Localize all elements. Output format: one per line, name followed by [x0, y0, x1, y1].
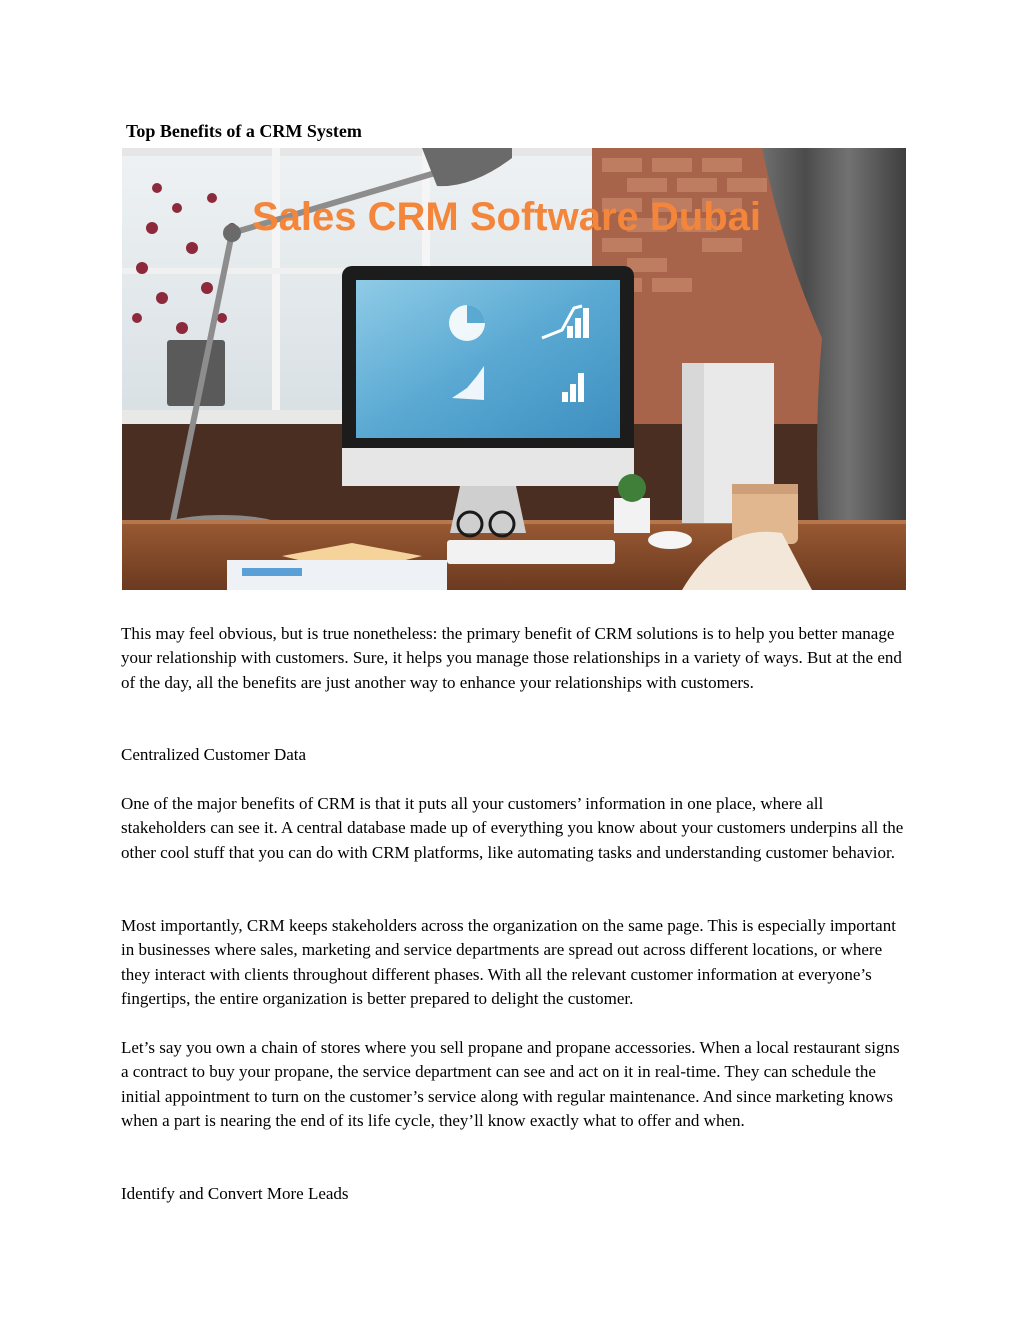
- document-title: Top Benefits of a CRM System: [126, 121, 362, 141]
- paragraph-propane-example: Let’s say you own a chain of stores where you sell propane and propane accessories. When a local restaurant signs a contract to buy your propane, the service department can see and act on it in real-time. They can schedule the initial appointment to turn on the customer’s service along with regular maintenance. And since marketing knows when a part is nearing the end of its life cycle, they’ll know exactly what to offer and when.: [121, 1038, 900, 1130]
- section-heading-centralized-data: Centralized Customer Data: [121, 745, 307, 764]
- paragraph-stakeholders: Most importantly, CRM keeps stakeholders across the organization on the same page. This is especially important in businesses where sales, marketing and service departments are spread out across different locations, or where they interact with clients throughout different phases. With all the relevant customer information at everyone’s fingertips, the entire organization is better prepared to delight the customer.: [121, 916, 896, 1008]
- section-heading-convert-leads: Identify and Convert More Leads: [121, 1184, 349, 1203]
- paragraph-central-database: One of the major benefits of CRM is that it puts all your customers’ information in one place, where all stakeholders can see it. A central database made up of everything you know about your customers underpins all the other cool stuff that you can do with CRM platforms, like automating tasks and understanding customer behavior.: [121, 794, 904, 862]
- hero-overlay-text: Sales CRM Software Dubai: [252, 195, 762, 239]
- hero-image: [122, 148, 906, 590]
- intro-paragraph: This may feel obvious, but is true nonetheless: the primary benefit of CRM solutions is to help you better manage your relationship with customers. Sure, it helps you manage those relationships in a variety of ways. But at the end of the day, all the benefits are just another way to enhance your relationships with customers.: [121, 624, 902, 692]
